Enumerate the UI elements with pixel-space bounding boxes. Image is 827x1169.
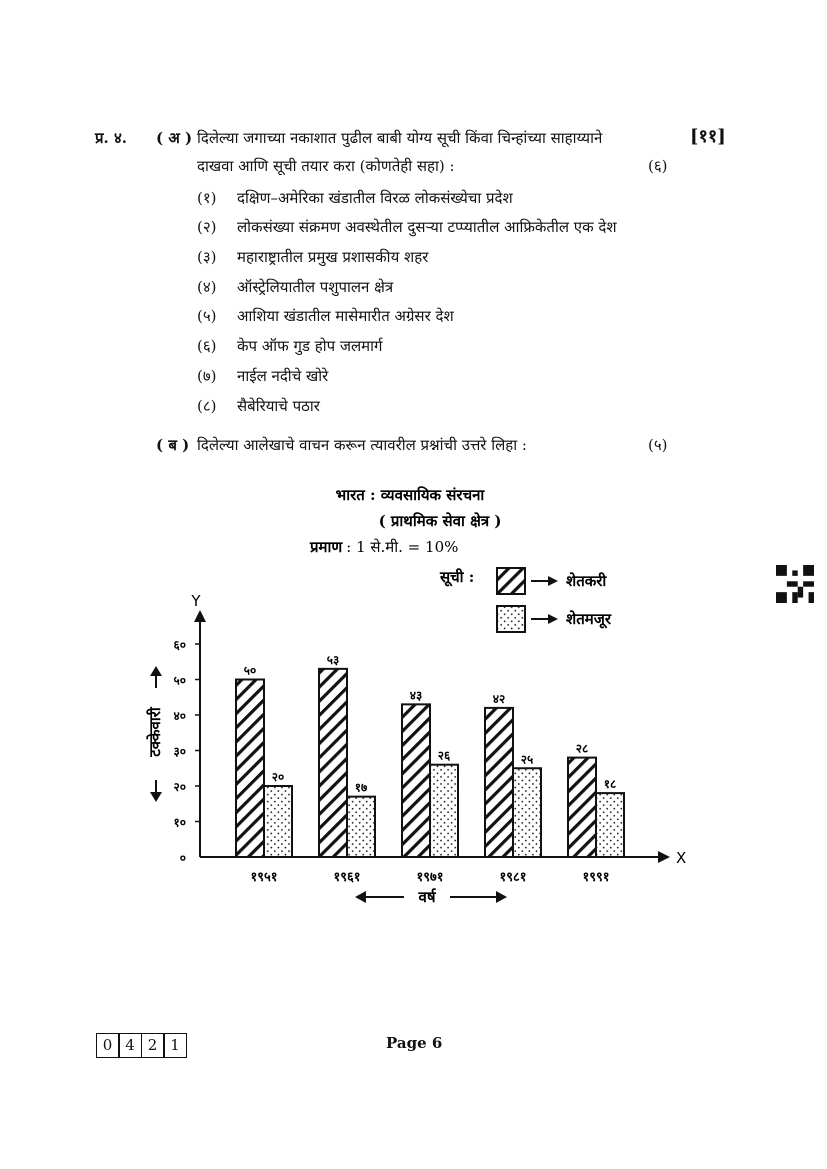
bar-shetmajur: [264, 786, 292, 857]
item-number: (५): [197, 307, 217, 325]
legend-label: शेतमजूर: [566, 610, 611, 628]
qr-code-icon: [776, 565, 814, 603]
y-axis-label: टक्केवारी: [146, 707, 164, 757]
x-tick-label: १९६१: [333, 870, 361, 885]
code-digit: 2: [141, 1033, 165, 1058]
y-tick-label: ३०: [173, 744, 186, 759]
item-number: (२): [197, 218, 217, 236]
bar-value-label: ५३: [326, 652, 340, 667]
x-tick-label: १९९१: [582, 870, 610, 885]
bar-shetmajur: [596, 793, 624, 857]
y-axis-letter: Y: [191, 592, 201, 610]
y-tick-label: ०: [179, 851, 186, 865]
item-text: सैबेरियाचे पठार: [237, 397, 320, 415]
bar-shetkari: [236, 680, 264, 858]
bar-value-label: २५: [520, 752, 534, 767]
bar-shetkari: [485, 708, 513, 857]
bar-shetkari: [402, 704, 430, 857]
y-axis-label-group: [146, 666, 164, 802]
chart-bars: [236, 653, 624, 885]
item-number: (३): [197, 248, 217, 266]
bar-value-label: २०: [271, 770, 285, 784]
part-a-instruction-line2: दाखवा आणि सूची तयार करा (कोणतेही सहा) :: [197, 157, 455, 175]
x-tick-label: १९८१: [499, 870, 527, 885]
bar-value-label: १७: [354, 780, 368, 795]
scale-label: प्रमाण: [310, 538, 343, 556]
bar-value-label: २८: [575, 741, 589, 756]
legend: [497, 568, 612, 632]
question-number: प्र. ४.: [95, 129, 128, 147]
bar-value-label: १८: [603, 777, 617, 792]
x-axis-label: वर्ष: [418, 888, 436, 906]
y-tick-label: ४०: [173, 709, 186, 723]
y-tick-label: ६०: [173, 638, 186, 652]
chart-subtitle: ( प्राथमिक सेवा क्षेत्र ): [378, 512, 502, 530]
part-a-label: ( अ ): [156, 129, 193, 147]
bar-shetmajur: [430, 765, 458, 857]
chart-scale: [309, 538, 458, 556]
legend-swatch-shetmajur: [497, 606, 525, 632]
x-axis-arrow: [658, 851, 670, 863]
y-tick-label: ५०: [173, 673, 186, 688]
x-axis-label-group: [355, 888, 507, 906]
item-text: आशिया खंडातील मासेमारीत अग्रेसर देश: [237, 307, 454, 325]
item-text: केप ऑफ गुड होप जलमार्ग: [237, 337, 383, 355]
bar-shetmajur: [347, 797, 375, 857]
item-text: महाराष्ट्रातील प्रमुख प्रशासकीय शहर: [237, 248, 429, 266]
item-text: लोकसंख्या संक्रमण अवस्थेतील दुसऱ्या टप्प्यातील आफ्रिकेतील एक देश: [237, 218, 617, 236]
paper-code: [97, 1033, 187, 1058]
y-tick-label: १०: [173, 815, 186, 830]
item-text: दक्षिण–अमेरिका खंडातील विरळ लोकसंख्येचा प्रदेश: [237, 189, 513, 207]
part-a-instruction-line1: दिलेल्या जगाच्या नकाशात पुढील बाबी योग्य सूची किंवा चिन्हांच्या साहाय्याने: [197, 129, 603, 147]
code-digit: 0: [96, 1033, 120, 1058]
x-tick-label: १९५१: [250, 870, 278, 885]
x-axis-letter: X: [676, 849, 687, 867]
code-digit: 1: [163, 1033, 187, 1058]
question-total-marks: [११]: [690, 126, 726, 147]
chart-ticks: [174, 638, 200, 865]
item-number: (४): [197, 278, 217, 296]
bar-value-label: ४३: [409, 688, 423, 703]
item-number: (७): [197, 367, 217, 385]
legend-title: सूची :: [440, 568, 475, 586]
part-b-instruction: दिलेल्या आलेखाचे वाचन करून त्यावरील प्रश्नांची उत्तरे लिहा :: [197, 436, 527, 454]
item-text: ऑस्ट्रेलियातील पशुपालन क्षेत्र: [237, 278, 394, 296]
bar-shetkari: [319, 669, 347, 857]
x-tick-label: १९७१: [416, 870, 444, 885]
bar-value-label: ४२: [492, 691, 506, 706]
legend-arrow-head: [548, 576, 558, 586]
bar-shetmajur: [513, 768, 541, 857]
part-b-label: ( ब ): [156, 436, 190, 454]
item-number: (८): [197, 397, 217, 415]
bar-value-label: २६: [437, 748, 451, 763]
legend-label: शेतकरी: [566, 572, 607, 590]
item-number: (६): [197, 337, 217, 355]
item-number: (१): [197, 189, 217, 207]
bar-shetkari: [568, 758, 596, 857]
legend-swatch-shetkari: [497, 568, 525, 594]
chart-title: भारत : व्यवसायिक संरचना: [335, 486, 485, 504]
part-a-marks: (६): [648, 157, 668, 175]
code-digit: 4: [118, 1033, 142, 1058]
part-b-marks: (५): [648, 436, 668, 454]
item-text: नाईल नदीचे खोरे: [237, 367, 329, 385]
y-tick-label: २०: [173, 780, 186, 794]
legend-arrow-head: [548, 614, 558, 624]
y-axis-arrow: [194, 610, 206, 622]
page-number: Page 6: [386, 1034, 443, 1052]
scale-value: : 1 से.मी. = 10%: [346, 538, 459, 556]
bar-value-label: ५०: [243, 663, 257, 678]
